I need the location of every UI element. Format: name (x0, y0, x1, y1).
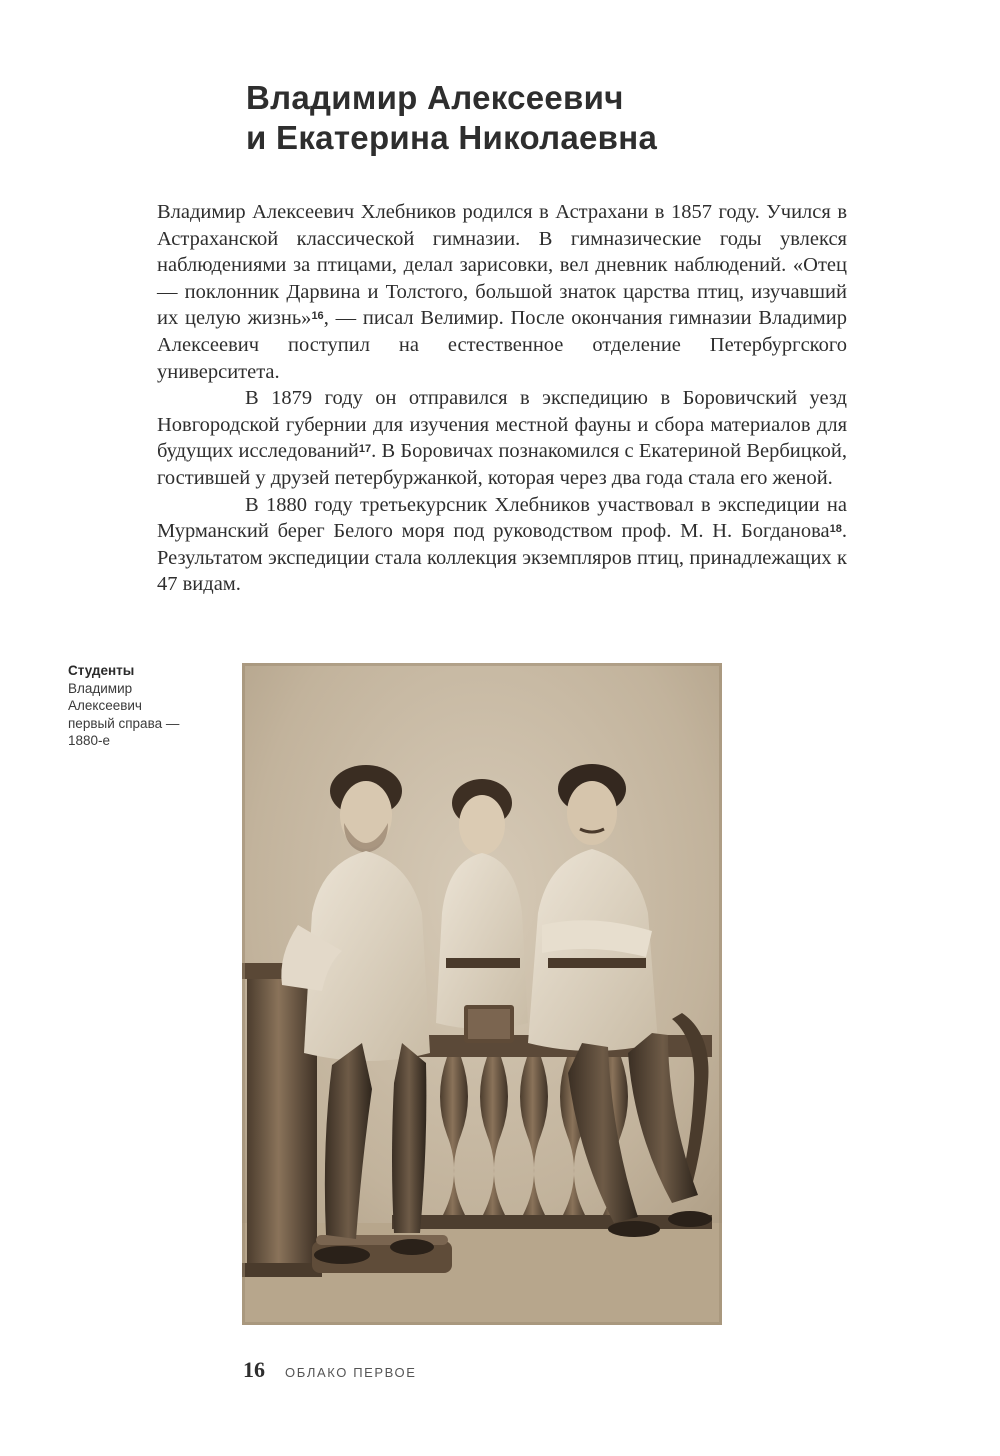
footnote-ref-17[interactable]: 17 (358, 443, 372, 456)
running-head: ОБЛАКО ПЕРВОЕ (285, 1365, 417, 1380)
paragraph-3-text-a: В 1880 году третьекурсник Хлебников участвовал в экспедиции на Мурманский берег Белого моря под руководством проф. М. Н. Богданова (157, 493, 847, 543)
footnote-ref-16[interactable]: 16 (311, 310, 324, 323)
page-footer (243, 1357, 417, 1387)
paragraph-1-text-a: Владимир Алексеевич Хлебников родился в Астрахани в 1857 году. Учился в Астраханской классической гимназии. В гимназические годы увлекся наблюдениями за птицами, делал зарисовки, вел дневник наблюдений. «Отец — поклонник Дарвина и Толстого, большой знаток царства птиц, изучавший их целую жизнь» (157, 201, 847, 330)
caption-line-3: первый справа — (68, 715, 180, 731)
footnote-ref-18[interactable]: 18 (829, 523, 842, 536)
students-photograph (242, 663, 722, 1325)
caption-title: Студенты (68, 663, 135, 678)
page-title (246, 78, 657, 158)
caption-line-1: Владимир (68, 680, 133, 696)
caption-line-4: 1880-е (68, 733, 111, 748)
photo-caption (68, 662, 218, 750)
paragraph-2-text-b: . В Боровичах познакомился с Екатериной Вербицкой, гостившей у друзей петербуржанкой, которая через два года стала его женой. (157, 440, 847, 489)
paragraph-3 (157, 492, 847, 598)
page-title-line-2: и Екатерина Николаевна (246, 119, 658, 156)
paragraph-1 (157, 199, 847, 385)
caption-line-2: Алексеевич (68, 698, 142, 713)
paragraph-1-text-b: , — писал Велимир. После окончания гимназии Владимир Алексеевич поступил на естественное отделение Петербургского университета. (157, 307, 848, 383)
page-title-line-1: Владимир Алексеевич (246, 79, 624, 116)
paragraph-2 (157, 385, 847, 491)
paragraph-3-text-b: . Результатом экспедиции стала коллекция экземпляров птиц, принадлежащих к 47 видам. (157, 520, 847, 596)
body-text (157, 199, 847, 598)
page-number: 16 (243, 1357, 265, 1382)
paragraph-2-text-a: В 1879 году он отправился в экспедицию в Боровичский уезд Новгородской губернии для изучения местной фауны и сбора материалов для будущих исследований (157, 387, 847, 463)
